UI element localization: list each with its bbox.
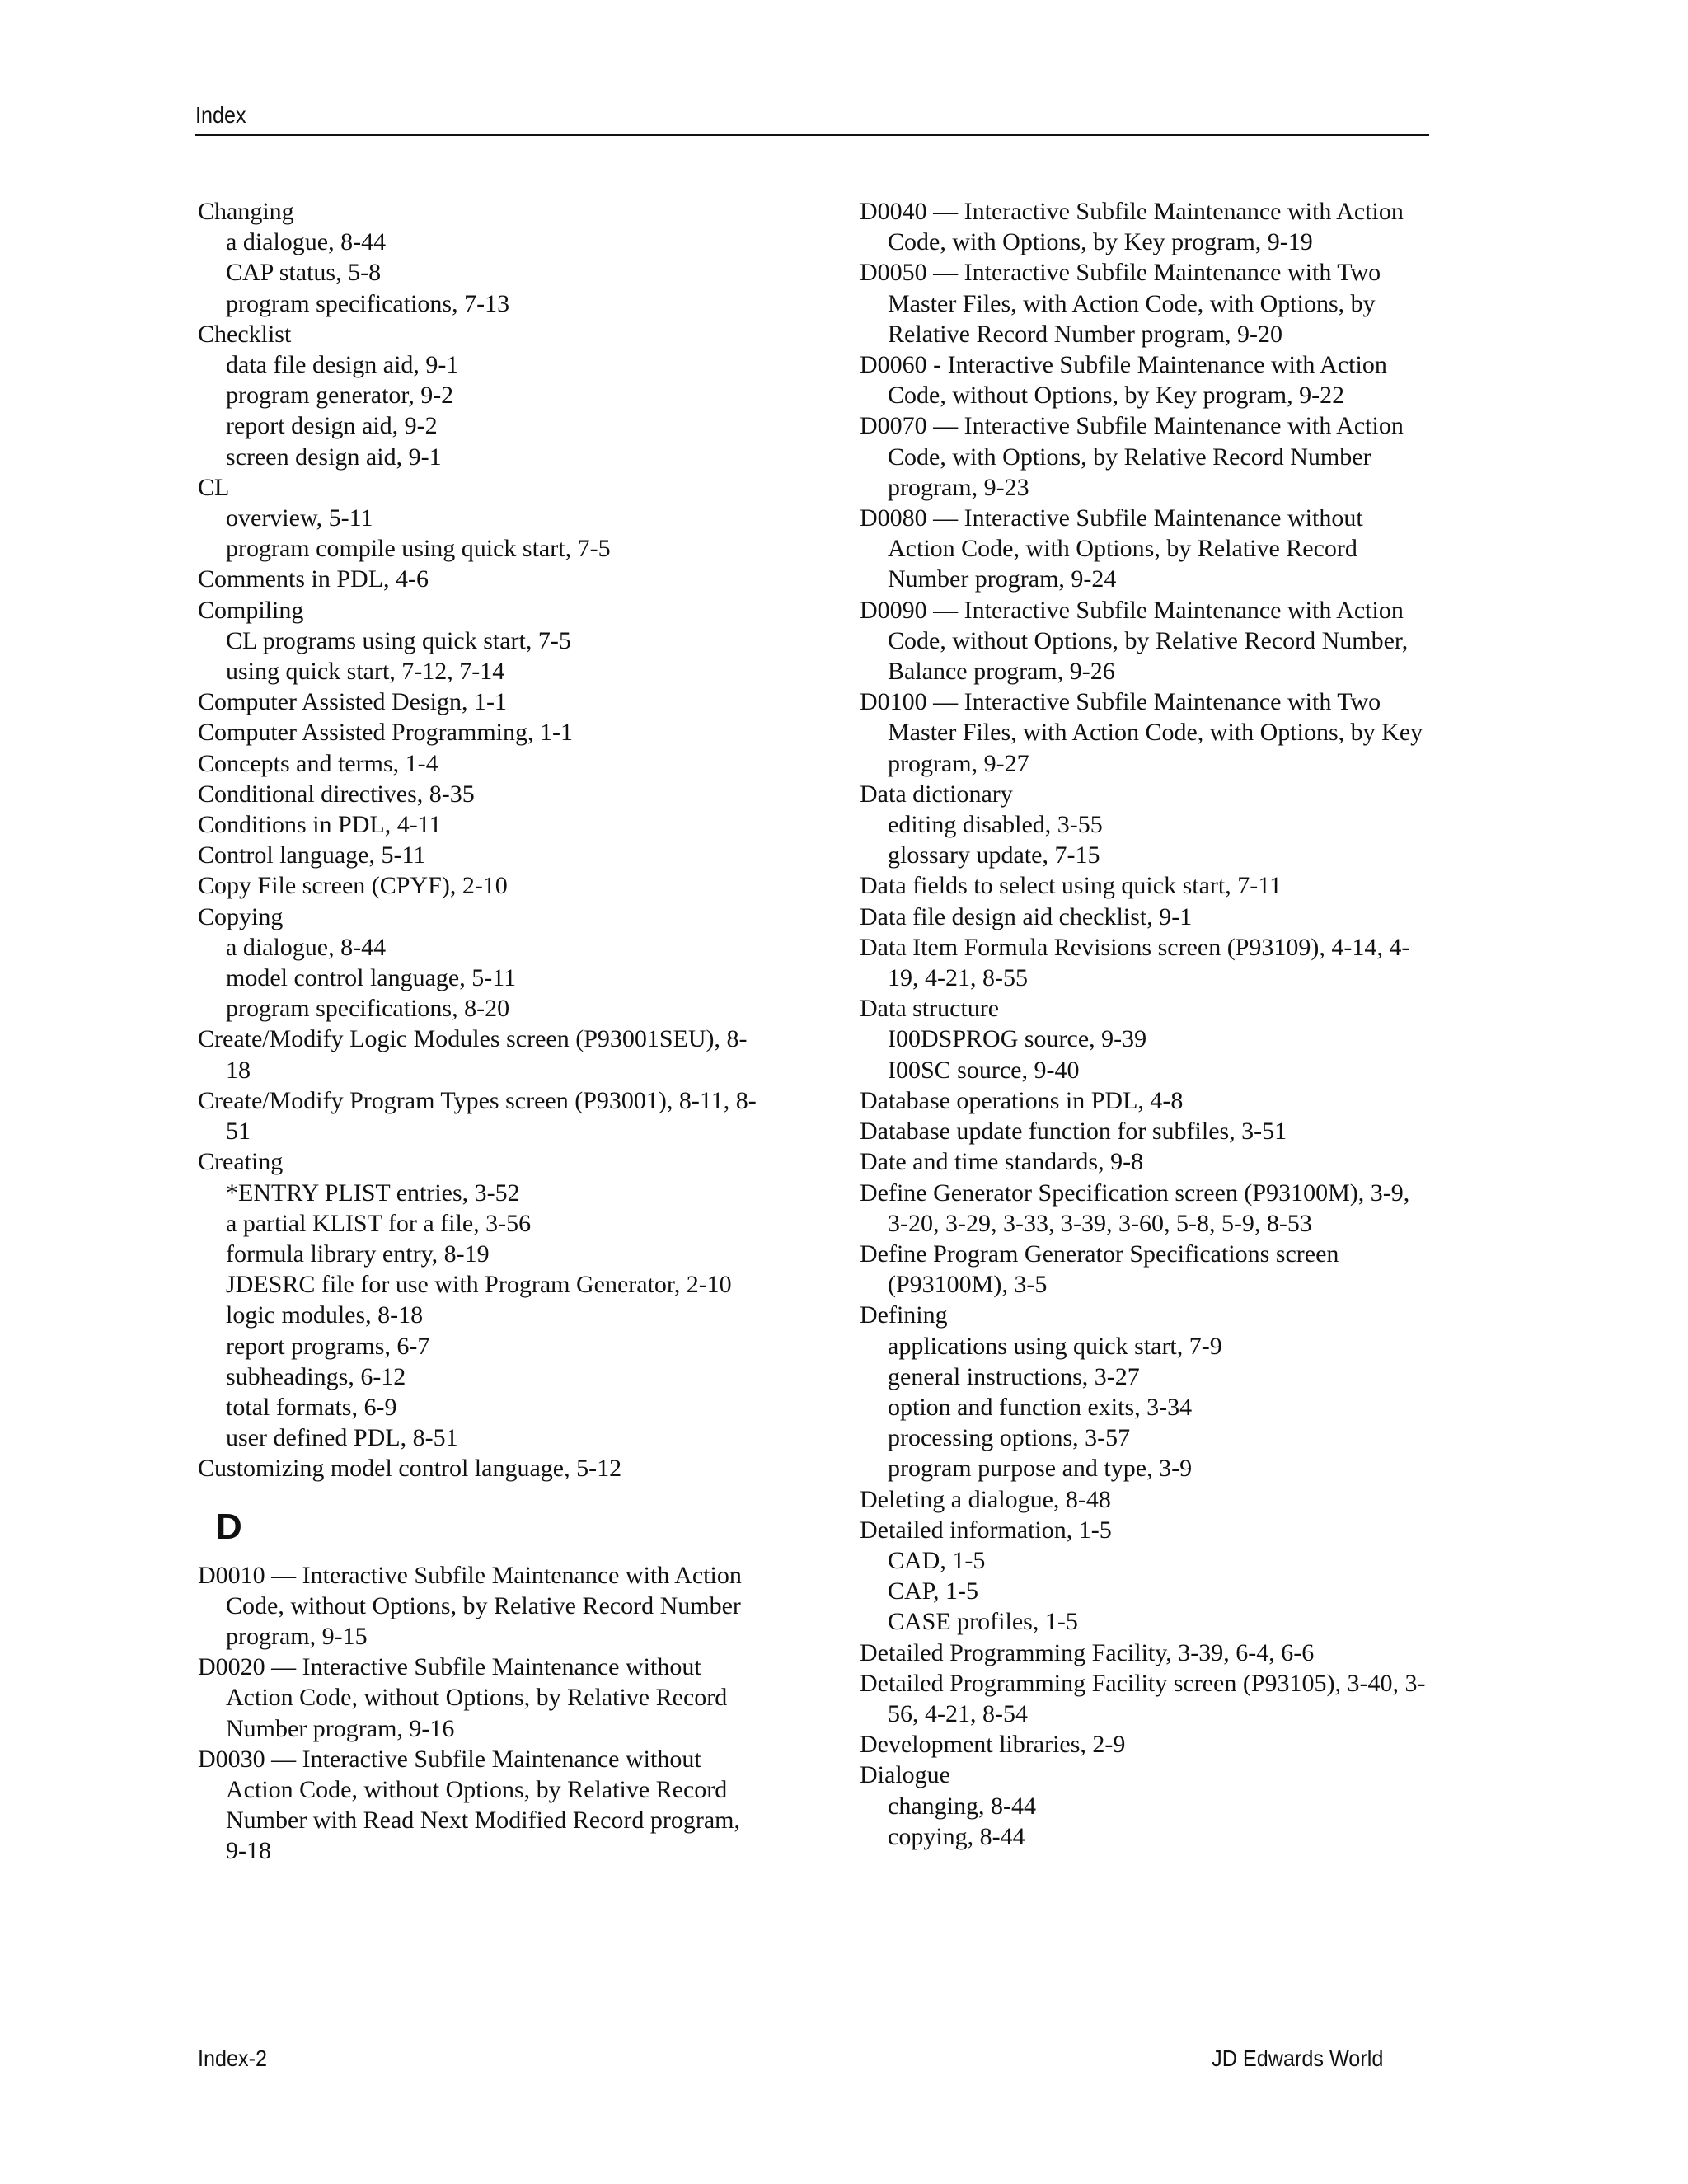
index-entries-right xyxy=(860,196,1428,1852)
index-entry: D0060 - Interactive Subfile Maintenance with Action Code, without Options, by Key program, 9-22 xyxy=(860,351,1387,410)
index-entry: Date and time standards, 9-8 xyxy=(860,1148,1144,1176)
index-entry: Define Generator Specification screen (P93100M), 3-9, 3-20, 3-29, 3-33, 3-39, 3-60, 5-8, 5-9, 8-53 xyxy=(860,1179,1410,1237)
index-entry: Data dictionary xyxy=(860,780,1013,808)
section-letter-d: D xyxy=(216,1506,242,1547)
index-entry: Copy File screen (CPYF), 2-10 xyxy=(198,872,508,900)
index-entry: Creating xyxy=(198,1148,284,1176)
index-entry: D0080 — Interactive Subfile Maintenance without Action Code, with Options, by Relative Record Number program, 9-24 xyxy=(860,504,1363,593)
index-entry: Detailed Programming Facility screen (P93105), 3-40, 3-56, 4-21, 8-54 xyxy=(860,1669,1426,1727)
page-header xyxy=(195,97,1429,136)
index-entry: Dialogue xyxy=(860,1761,950,1789)
index-entry: Concepts and terms, 1-4 xyxy=(198,749,438,777)
index-subentry: program compile using quick start, 7-5 xyxy=(226,535,611,563)
index-subentry: total formats, 6-9 xyxy=(226,1393,397,1421)
index-entries-left xyxy=(198,196,767,1484)
index-subentry: logic modules, 8-18 xyxy=(226,1301,424,1329)
index-column-right xyxy=(860,196,1428,1852)
index-subentry: report design aid, 9-2 xyxy=(226,412,438,440)
index-entry: Comments in PDL, 4-6 xyxy=(198,565,429,593)
header-title: Index xyxy=(195,102,246,128)
index-subentry: CAP, 1-5 xyxy=(888,1577,979,1605)
index-subentry: I00DSPROG source, 9-39 xyxy=(888,1025,1147,1053)
index-entry: Copying xyxy=(198,902,284,930)
index-entry: Changing xyxy=(198,198,294,225)
index-entry: Computer Assisted Programming, 1-1 xyxy=(198,719,573,747)
index-entry: Computer Assisted Design, 1-1 xyxy=(198,688,507,716)
index-subentry: data file design aid, 9-1 xyxy=(226,351,459,379)
index-subentry: CL programs using quick start, 7-5 xyxy=(226,626,571,654)
index-entry: Create/Modify Program Types screen (P93001), 8-11, 8-51 xyxy=(198,1086,757,1146)
footer-page-number: Index-2 xyxy=(198,2046,268,2071)
footer-product-name: JD Edwards World xyxy=(1211,2046,1383,2071)
index-entry: D0020 — Interactive Subfile Maintenance without Action Code, without Options, by Relative Record Number program, 9-16 xyxy=(198,1653,728,1742)
index-entry: Compiling xyxy=(198,596,304,624)
index-entry: D0070 — Interactive Subfile Maintenance with Action Code, with Options, by Relative Record Number program, 9-23 xyxy=(860,412,1404,501)
index-subentry: overview, 5-11 xyxy=(226,504,373,532)
index-subentry: general instructions, 3-27 xyxy=(888,1362,1140,1390)
index-entry: Customizing model control language, 5-12 xyxy=(198,1455,622,1483)
index-entry: D0040 — Interactive Subfile Maintenance with Action Code, with Options, by Key program, 9-19 xyxy=(860,198,1404,256)
index-subentry: a partial KLIST for a file, 3-56 xyxy=(226,1209,532,1237)
index-subentry: program specifications, 8-20 xyxy=(226,995,510,1023)
index-subentry: CASE profiles, 1-5 xyxy=(888,1608,1078,1636)
index-subentry: CAD, 1-5 xyxy=(888,1546,986,1574)
index-entry: D0100 — Interactive Subfile Maintenance with Two Master Files, with Action Code, with Options, by Key program, 9-27 xyxy=(860,688,1423,777)
index-entry: Detailed information, 1-5 xyxy=(860,1516,1112,1544)
index-subentry: formula library entry, 8-19 xyxy=(226,1240,490,1268)
index-subentry: processing options, 3-57 xyxy=(888,1424,1131,1452)
index-entry: Database operations in PDL, 4-8 xyxy=(860,1086,1184,1114)
index-entry: Deleting a dialogue, 8-48 xyxy=(860,1485,1111,1513)
index-column-left xyxy=(198,196,767,1867)
index-entry: Conditional directives, 8-35 xyxy=(198,780,475,808)
index-entry: Data file design aid checklist, 9-1 xyxy=(860,902,1193,930)
index-subentry: using quick start, 7-12, 7-14 xyxy=(226,658,505,686)
index-entry: Checklist xyxy=(198,320,292,348)
index-entry: Define Program Generator Specifications screen (P93100M), 3-5 xyxy=(860,1240,1339,1299)
index-subentry: JDESRC file for use with Program Generator, 2-10 xyxy=(226,1271,732,1299)
index-subentry: glossary update, 7-15 xyxy=(888,841,1100,869)
index-subentry: report programs, 6-7 xyxy=(226,1332,430,1360)
index-subentry: *ENTRY PLIST entries, 3-52 xyxy=(226,1179,520,1207)
index-subentry: changing, 8-44 xyxy=(888,1792,1036,1820)
index-entry: Data fields to select using quick start, 7-11 xyxy=(860,872,1282,900)
index-subentry: model control language, 5-11 xyxy=(226,964,517,992)
index-entry: Defining xyxy=(860,1301,948,1329)
index-subentry: a dialogue, 8-44 xyxy=(226,228,387,256)
index-entry: Database update function for subfiles, 3-51 xyxy=(860,1118,1287,1146)
index-entry: D0090 — Interactive Subfile Maintenance with Action Code, without Options, by Relative Record Number, Balance program, 9-26 xyxy=(860,596,1409,686)
index-entry: CL xyxy=(198,473,230,501)
index-subentry: program specifications, 7-13 xyxy=(226,289,510,317)
index-subentry: screen design aid, 9-1 xyxy=(226,443,442,471)
index-entry: Conditions in PDL, 4-11 xyxy=(198,811,442,839)
index-subentry: program purpose and type, 3-9 xyxy=(888,1455,1193,1483)
index-subentry: option and function exits, 3-34 xyxy=(888,1393,1193,1421)
index-subentry: copying, 8-44 xyxy=(888,1822,1025,1850)
index-entry: Data Item Formula Revisions screen (P93109), 4-14, 4-19, 4-21, 8-55 xyxy=(860,933,1410,992)
index-entry: Data structure xyxy=(860,995,1000,1023)
index-subentry: user defined PDL, 8-51 xyxy=(226,1424,458,1452)
index-subentry: program generator, 9-2 xyxy=(226,382,454,410)
index-subentry: I00SC source, 9-40 xyxy=(888,1056,1080,1084)
index-entry: Create/Modify Logic Modules screen (P93001SEU), 8-18 xyxy=(198,1025,748,1084)
index-subentry: subheadings, 6-12 xyxy=(226,1362,406,1390)
index-entry: D0030 — Interactive Subfile Maintenance without Action Code, without Options, by Relative Record Number with Read Next Modified Record program, 9-18 xyxy=(198,1745,741,1865)
index-subentry: applications using quick start, 7-9 xyxy=(888,1332,1222,1360)
index-subentry: CAP status, 5-8 xyxy=(226,259,382,287)
index-entry: D0010 — Interactive Subfile Maintenance with Action Code, without Options, by Relative Record Number program, 9-15 xyxy=(198,1561,742,1650)
index-subentry: a dialogue, 8-44 xyxy=(226,933,387,961)
index-entry: Detailed Programming Facility, 3-39, 6-4, 6-6 xyxy=(860,1638,1315,1666)
index-entry: D0050 — Interactive Subfile Maintenance with Two Master Files, with Action Code, with Options, by Relative Record Number program, 9-20 xyxy=(860,259,1381,348)
index-entry: Development libraries, 2-9 xyxy=(860,1731,1126,1759)
index-entry: Control language, 5-11 xyxy=(198,841,426,869)
index-entries-d xyxy=(198,1560,767,1867)
index-subentry: editing disabled, 3-55 xyxy=(888,811,1103,839)
